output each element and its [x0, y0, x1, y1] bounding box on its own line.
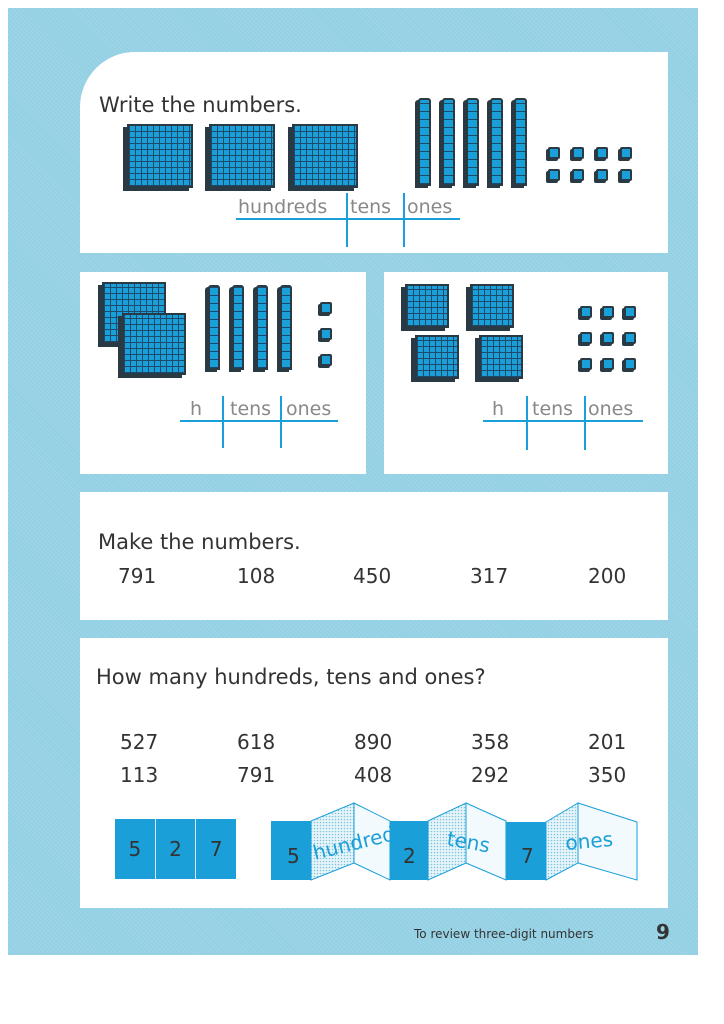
label-h: h [492, 398, 505, 420]
ten-rod [280, 285, 292, 370]
hundred-flat [127, 124, 193, 188]
section-title: Write the numbers. [99, 93, 302, 117]
ten-rod [514, 98, 527, 186]
number: 200 [588, 564, 627, 588]
number: 358 [471, 730, 510, 754]
section-title: How many hundreds, tens and ones? [96, 665, 486, 689]
word-ones: ones [564, 826, 614, 855]
one-cube [320, 354, 332, 366]
label-ones: ones [588, 398, 634, 420]
label-hundreds: hundreds [238, 196, 328, 218]
word-tens: tens [445, 826, 492, 858]
one-cube [320, 302, 332, 314]
hundred-flat [122, 313, 186, 375]
digit: 2 [403, 844, 416, 868]
hundred-flat [415, 335, 459, 379]
ten-rod [208, 285, 220, 370]
ten-rod [466, 98, 479, 186]
place-value-line [236, 218, 460, 220]
number: 292 [471, 763, 510, 787]
ten-rod [418, 98, 431, 186]
hundred-flat [405, 284, 449, 328]
one-cube [620, 169, 632, 181]
label-ones: ones [407, 196, 453, 218]
digit: 7 [521, 844, 534, 868]
label-ones: ones [286, 398, 332, 420]
one-cube [580, 306, 592, 318]
ten-rod [442, 98, 455, 186]
digit-card [115, 819, 236, 879]
number: 317 [470, 564, 509, 588]
digit: 7 [209, 837, 223, 861]
ten-rod [256, 285, 268, 370]
place-value-divider [280, 396, 282, 448]
section-title: Make the numbers. [98, 530, 301, 554]
word-hundreds: hundreds [310, 818, 408, 865]
one-cube [602, 332, 614, 344]
one-cube [624, 358, 636, 370]
label-tens: tens [350, 196, 392, 218]
number: 113 [120, 763, 159, 787]
one-cube [602, 306, 614, 318]
one-cube [620, 147, 632, 159]
number: 108 [237, 564, 276, 588]
place-value-divider [222, 396, 224, 448]
folded-place-value-card [271, 800, 641, 886]
label-tens: tens [532, 398, 574, 420]
number: 791 [118, 564, 157, 588]
label-tens: tens [230, 398, 272, 420]
number: 890 [354, 730, 393, 754]
number: 408 [354, 763, 393, 787]
page-number: 9 [656, 920, 670, 944]
digit: 5 [115, 819, 156, 879]
one-cube [548, 169, 560, 181]
number: 450 [353, 564, 392, 588]
ten-rod [490, 98, 503, 186]
one-cube [548, 147, 560, 159]
footer-caption: To review three-digit numbers [414, 927, 594, 941]
hundred-flat [209, 124, 275, 188]
number: 527 [120, 730, 159, 754]
place-value-divider [526, 396, 528, 450]
number: 201 [588, 730, 627, 754]
digit: 2 [156, 819, 197, 879]
label-h: h [190, 398, 203, 420]
place-value-line [180, 420, 338, 422]
number: 618 [237, 730, 276, 754]
digit: 5 [287, 844, 300, 868]
number: 791 [237, 763, 276, 787]
hundred-flat [470, 284, 514, 328]
one-cube [596, 169, 608, 181]
one-cube [624, 306, 636, 318]
place-value-divider [584, 396, 586, 450]
one-cube [602, 358, 614, 370]
place-value-line [483, 420, 643, 422]
place-value-divider [403, 193, 405, 247]
number: 350 [588, 763, 627, 787]
one-cube [580, 332, 592, 344]
one-cube [572, 147, 584, 159]
one-cube [320, 328, 332, 340]
place-value-divider [346, 193, 348, 247]
one-cube [580, 358, 592, 370]
one-cube [624, 332, 636, 344]
ten-rod [232, 285, 244, 370]
one-cube [572, 169, 584, 181]
one-cube [596, 147, 608, 159]
hundred-flat [292, 124, 358, 188]
hundred-flat [479, 335, 523, 379]
make-numbers-panel [80, 492, 668, 620]
